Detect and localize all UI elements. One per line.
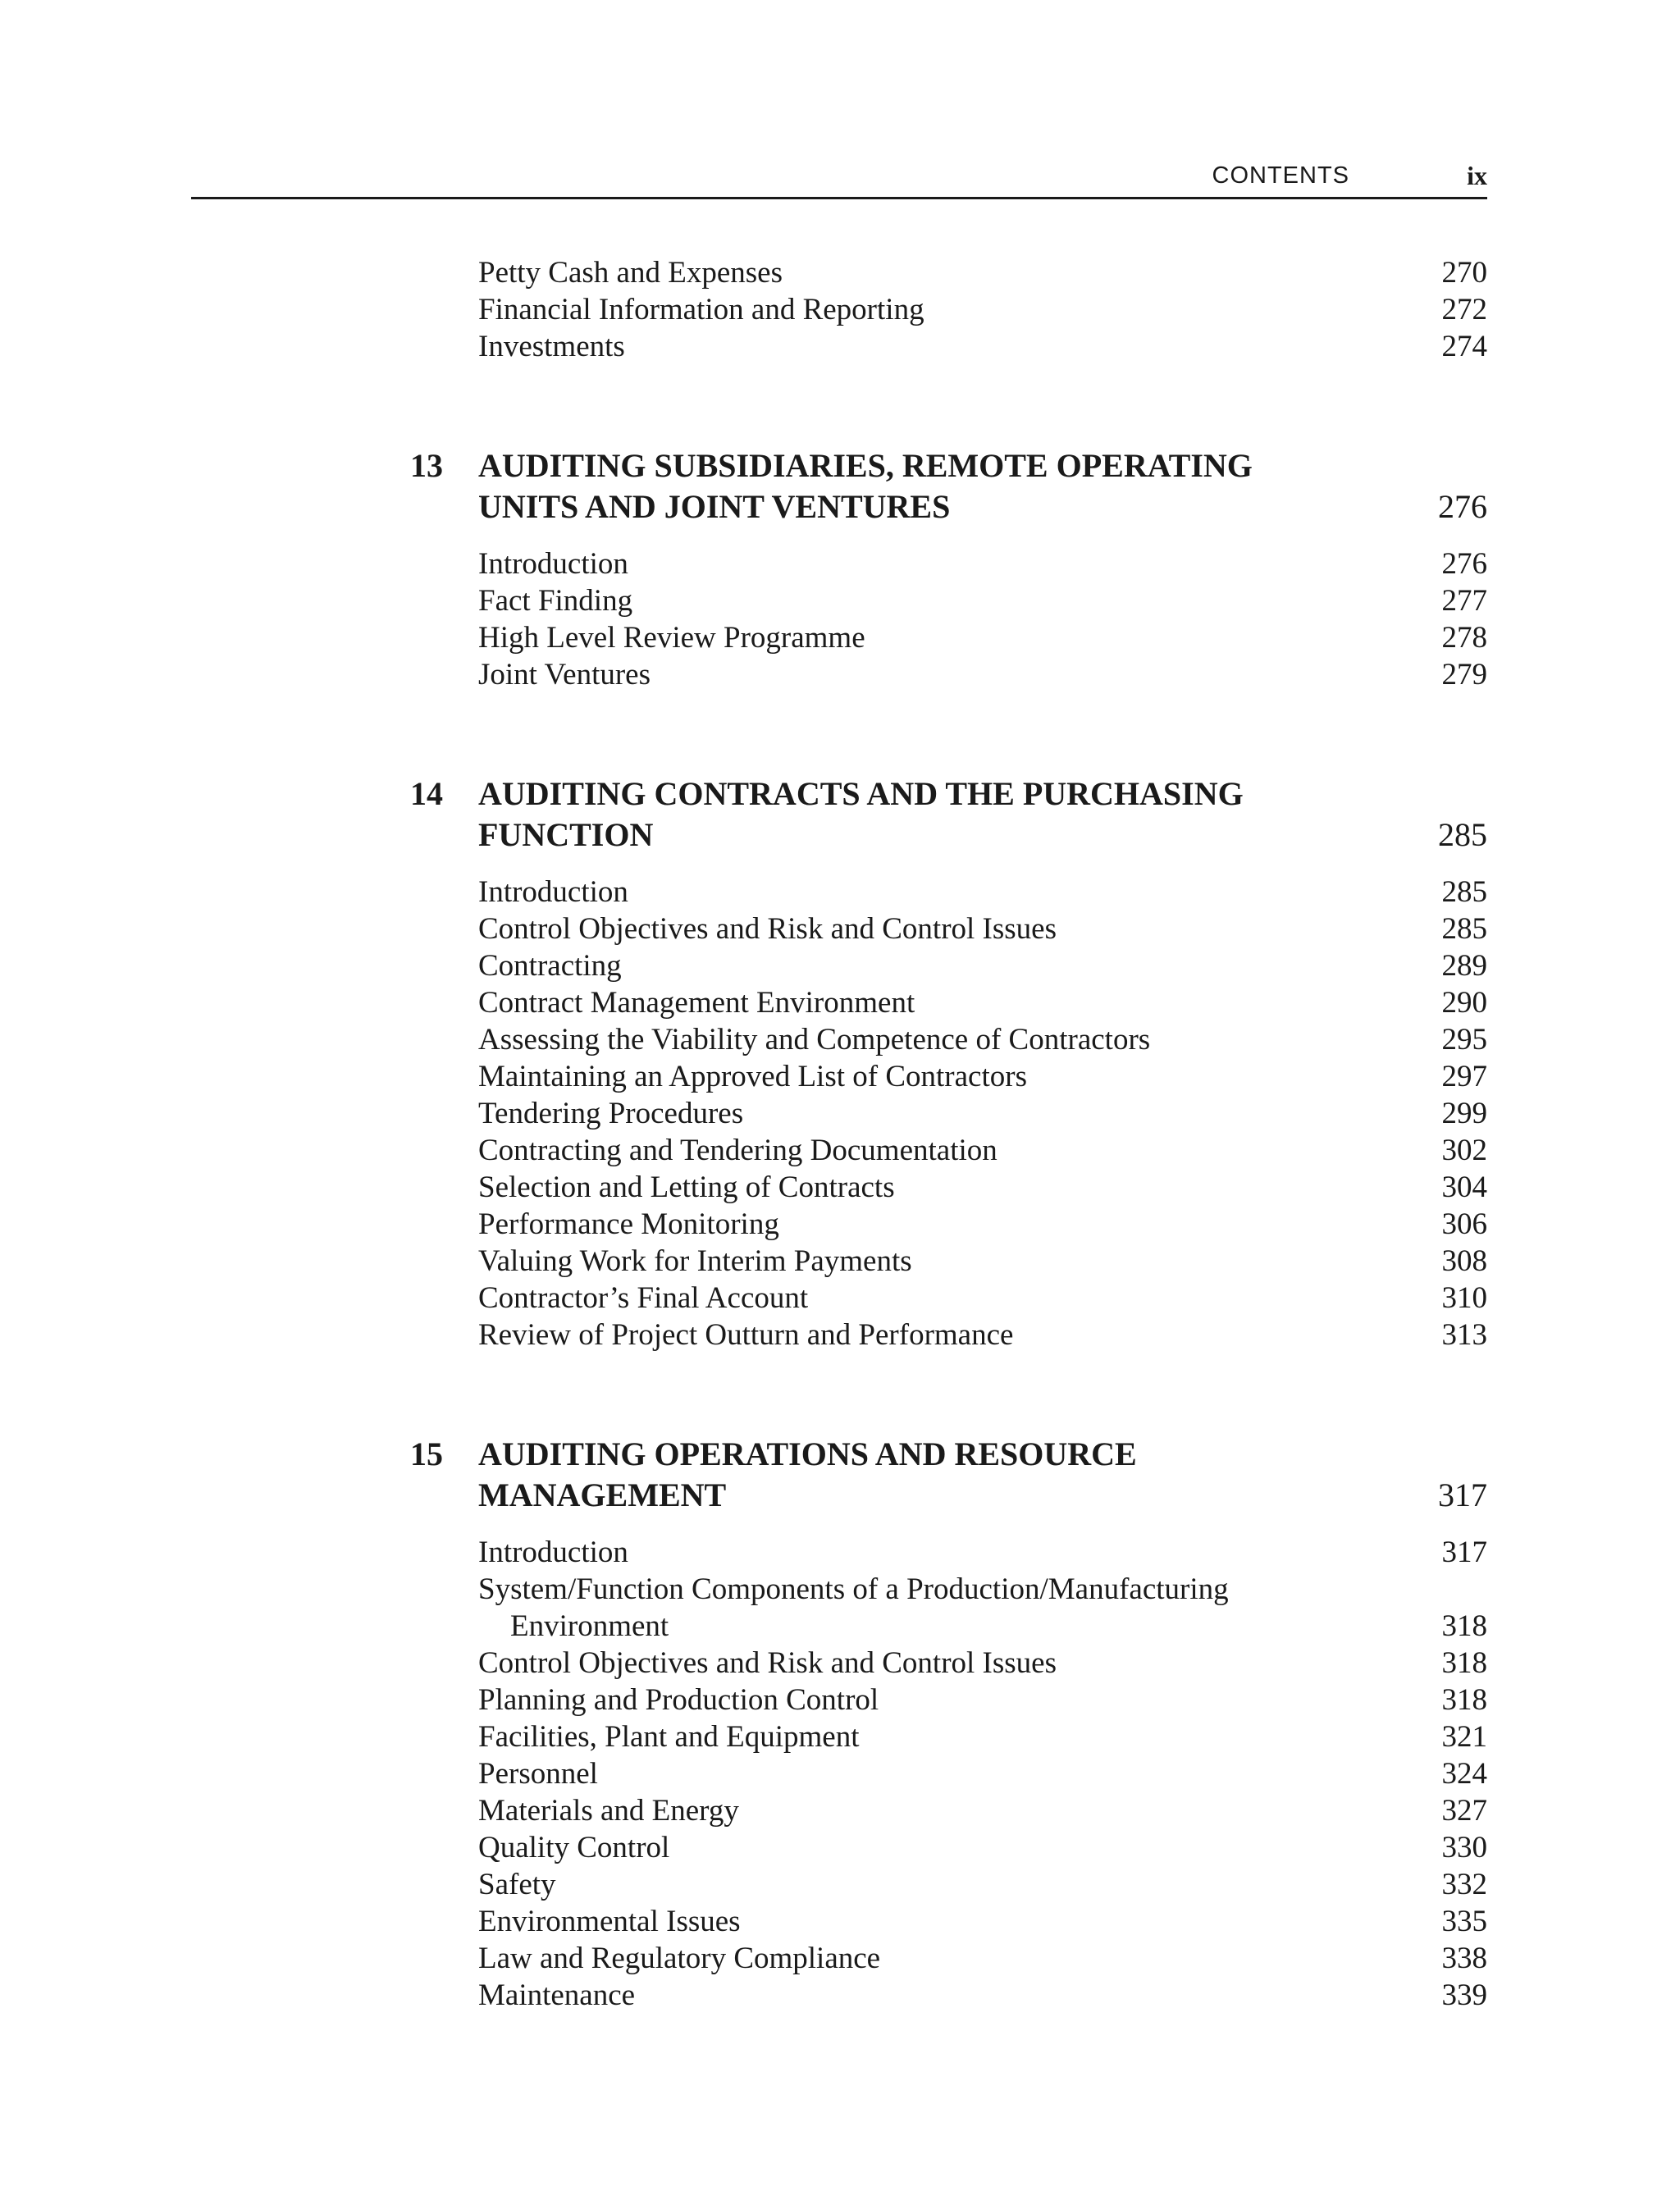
entry-title: Valuing Work for Interim Payments [478, 1244, 912, 1278]
chapter-title-line2: MANAGEMENT [478, 1476, 727, 1513]
entry-page: 313 [1441, 1318, 1487, 1352]
toc-entry[interactable] [410, 874, 1487, 910]
entry-title-continuation: Environment [510, 1609, 669, 1643]
toc-entry[interactable] [410, 1206, 1487, 1243]
entry-page: 318 [1441, 1609, 1487, 1643]
entry-title: High Level Review Programme [478, 621, 865, 655]
entry-title: Quality Control [478, 1831, 670, 1864]
entry-page: 302 [1441, 1134, 1487, 1167]
entry-page: 279 [1441, 658, 1487, 691]
entry-page: 276 [1441, 547, 1487, 581]
entry-title: Contracting and Tendering Documentation [478, 1134, 998, 1167]
chapter-heading-14[interactable] [410, 774, 1487, 856]
chapter-heading-13[interactable] [410, 445, 1487, 527]
toc-entry[interactable] [410, 582, 1487, 619]
toc-entry[interactable] [410, 1280, 1487, 1317]
running-head: CONTENTS [1212, 162, 1349, 189]
toc-entry[interactable] [410, 1755, 1487, 1792]
entry-title: Selection and Letting of Contracts [478, 1171, 895, 1204]
toc-entry[interactable] [410, 1317, 1487, 1353]
chapter-number: 13 [410, 447, 443, 484]
entry-title: Law and Regulatory Compliance [478, 1942, 881, 1975]
toc-entry[interactable] [410, 1095, 1487, 1132]
entry-title: System/Function Components of a Production/Manufacturing [478, 1572, 1229, 1606]
entry-page: 332 [1441, 1868, 1487, 1901]
toc-entry[interactable] [410, 984, 1487, 1021]
entry-page: 310 [1441, 1281, 1487, 1315]
toc-entry[interactable] [410, 1132, 1487, 1169]
chapter-page: 276 [1438, 488, 1487, 525]
entry-page: 290 [1441, 986, 1487, 1020]
entry-page: 339 [1441, 1978, 1487, 2012]
entry-title: Introduction [478, 875, 628, 909]
entry-page: 318 [1441, 1646, 1487, 1680]
chapter-number: 14 [410, 775, 443, 812]
entry-title: Contracting [478, 949, 622, 983]
toc-entry[interactable] [410, 545, 1487, 582]
entry-title: Facilities, Plant and Equipment [478, 1720, 860, 1754]
toc-entry[interactable] [410, 1903, 1487, 1940]
entry-title: Maintenance [478, 1978, 636, 2012]
entry-page: 289 [1441, 949, 1487, 983]
entry-title: Environmental Issues [478, 1905, 741, 1938]
entry-title: Assessing the Viability and Competence of Contractors [478, 1023, 1151, 1056]
toc-entry[interactable] [410, 1718, 1487, 1755]
entry-page: 324 [1441, 1757, 1487, 1791]
toc-entry[interactable] [410, 656, 1487, 693]
entry-title: Maintaining an Approved List of Contractors [478, 1060, 1027, 1093]
entry-title: Safety [478, 1868, 556, 1901]
chapter-number: 15 [410, 1435, 443, 1472]
toc-entry[interactable] [410, 1021, 1487, 1058]
entry-page: 304 [1441, 1171, 1487, 1204]
entry-title: Materials and Energy [478, 1794, 739, 1828]
toc-entry[interactable] [410, 1682, 1487, 1718]
chapter-15-entries [410, 1534, 1487, 2014]
entry-page: 327 [1441, 1794, 1487, 1828]
toc-entry[interactable] [410, 1169, 1487, 1206]
toc-entry[interactable] [410, 1645, 1487, 1682]
entry-title: Review of Project Outturn and Performance [478, 1318, 1014, 1352]
entry-title: Introduction [478, 547, 628, 581]
entry-page: 306 [1441, 1207, 1487, 1241]
entry-page: 285 [1441, 912, 1487, 946]
entry-page: 308 [1441, 1244, 1487, 1278]
entry-title: Fact Finding [478, 584, 633, 618]
entry-title: Petty Cash and Expenses [478, 256, 783, 290]
toc-entry[interactable] [410, 1243, 1487, 1280]
entry-page: 285 [1441, 875, 1487, 909]
entry-page: 274 [1441, 330, 1487, 363]
chapter-14-entries [410, 874, 1487, 1353]
entry-title: Tendering Procedures [478, 1097, 744, 1130]
toc-entry[interactable] [410, 328, 1487, 365]
entry-page: 317 [1441, 1536, 1487, 1569]
entry-title: Planning and Production Control [478, 1683, 879, 1717]
chapter-title-line1: AUDITING SUBSIDIARIES, REMOTE OPERATING [478, 447, 1253, 484]
chapter-page: 317 [1438, 1476, 1487, 1513]
chapter-title-line2: UNITS AND JOINT VENTURES [478, 488, 951, 525]
chapter-title-line1: AUDITING CONTRACTS AND THE PURCHASING [478, 775, 1244, 812]
entry-title: Financial Information and Reporting [478, 293, 924, 326]
entry-title: Contract Management Environment [478, 986, 915, 1020]
toc-entry[interactable] [410, 1940, 1487, 1977]
entry-title: Control Objectives and Risk and Control Issues [478, 1646, 1057, 1680]
toc-entry[interactable] [410, 1534, 1487, 1571]
toc-entry[interactable] [410, 910, 1487, 947]
entry-page: 299 [1441, 1097, 1487, 1130]
toc-entry[interactable] [410, 1571, 1487, 1608]
toc-entry[interactable] [410, 1829, 1487, 1866]
continued-entries [410, 254, 1487, 365]
entry-title: Control Objectives and Risk and Control Issues [478, 912, 1057, 946]
entry-title: Personnel [478, 1757, 598, 1791]
entry-page: 272 [1441, 293, 1487, 326]
toc-entry[interactable] [410, 291, 1487, 328]
entry-title: Performance Monitoring [478, 1207, 779, 1241]
toc-entry[interactable] [410, 254, 1487, 291]
entry-page: 278 [1441, 621, 1487, 655]
chapter-title-line1: AUDITING OPERATIONS AND RESOURCE [478, 1435, 1137, 1472]
toc-entry[interactable] [410, 1058, 1487, 1095]
entry-title: Contractor’s Final Account [478, 1281, 809, 1315]
entry-page: 295 [1441, 1023, 1487, 1056]
toc-entry[interactable] [410, 947, 1487, 984]
entry-page: 318 [1441, 1683, 1487, 1717]
page-header [191, 161, 1487, 199]
entry-page: 270 [1441, 256, 1487, 290]
chapter-page: 285 [1438, 816, 1487, 853]
chapter-heading-15[interactable] [410, 1434, 1487, 1516]
entry-page: 330 [1441, 1831, 1487, 1864]
toc-entry[interactable] [410, 1792, 1487, 1829]
toc-entry[interactable] [410, 1977, 1487, 2014]
entry-page: 338 [1441, 1942, 1487, 1975]
table-of-contents [410, 254, 1487, 2014]
entry-title: Introduction [478, 1536, 628, 1569]
entry-page: 321 [1441, 1720, 1487, 1754]
chapter-title-line2: FUNCTION [478, 816, 654, 853]
toc-entry[interactable] [410, 619, 1487, 656]
chapter-13-entries [410, 545, 1487, 693]
entry-page: 297 [1441, 1060, 1487, 1093]
page-number: ix [1467, 161, 1487, 190]
entry-title: Investments [478, 330, 625, 363]
toc-entry[interactable] [410, 1866, 1487, 1903]
entry-page: 277 [1441, 584, 1487, 618]
toc-entry-continuation[interactable] [410, 1608, 1487, 1645]
entry-title: Joint Ventures [478, 658, 651, 691]
entry-page: 335 [1441, 1905, 1487, 1938]
